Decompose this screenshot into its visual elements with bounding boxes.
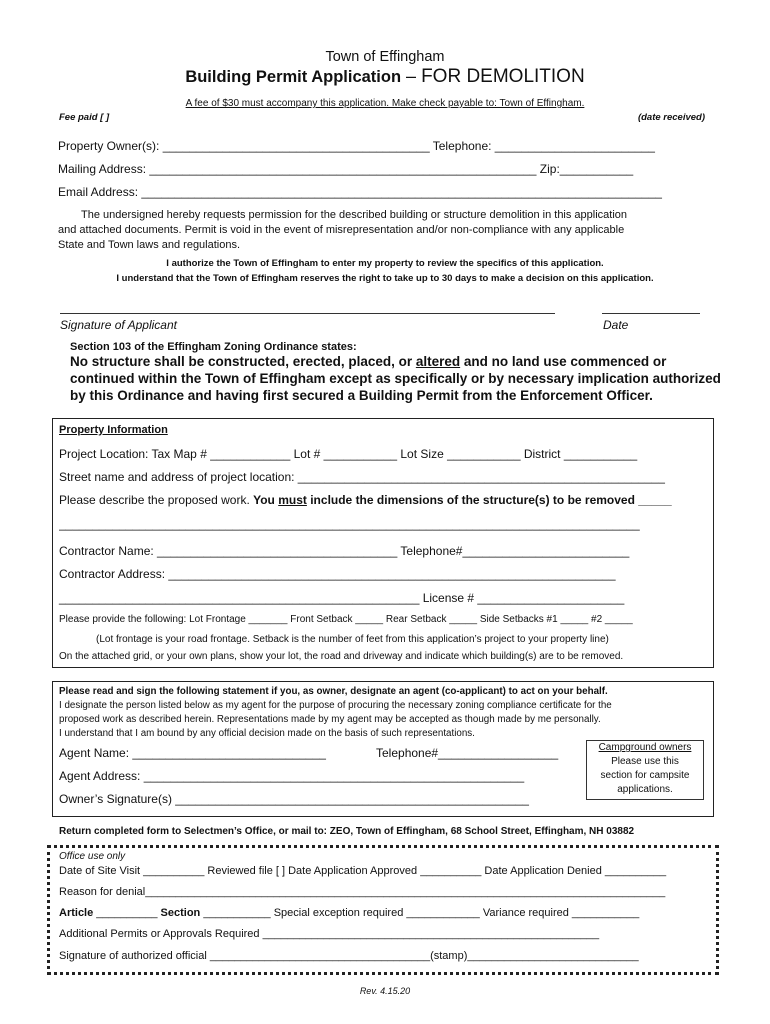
street-address-field[interactable]: Street name and address of project location: _______________________________________________________ [59, 470, 665, 484]
section-103-altered: altered [415, 354, 461, 369]
mailing-address-field[interactable]: Mailing Address: __________________________________________________________ Zip:___________ [58, 162, 634, 176]
official-signature-field[interactable]: Signature of authorized official ____________________________________(stamp)____________________________ [59, 950, 639, 962]
statement-line-1: The undersigned hereby requests permission for the described building or structure demolition in this application [81, 209, 628, 221]
form-title [0, 66, 770, 88]
revision-label: Rev. 4.15.20 [359, 986, 411, 996]
title-dash: – [401, 66, 422, 86]
applicant-signature-line[interactable] [60, 313, 555, 314]
property-owner-field[interactable]: Property Owner(s): ________________________________________ Telephone: ________________________ [58, 139, 655, 153]
describe-dimensions: include the dimensions of the structure(s) to be removed _____ [306, 493, 672, 507]
signature-label: Signature of Applicant [60, 318, 177, 332]
article-label: Article [59, 907, 94, 919]
license-field[interactable]: ______________________________________________________ License # ______________________ [59, 591, 625, 605]
town-name: Town of Effingham [325, 49, 445, 65]
agent-line-3: I understand that I am bound by any official decision made on the basis of such representations. [59, 728, 475, 739]
frontage-setbacks-field[interactable]: Please provide the following: Lot Frontage _______ Front Setback _____ Rear Setback _____ Side Setbacks #1 _____ #2 _____ [59, 614, 633, 625]
contractor-address-field[interactable]: Contractor Address: ___________________________________________________________________ [59, 567, 616, 581]
additional-permits-field[interactable]: Additional Permits or Approvals Required _______________________________________________________ [59, 928, 600, 940]
agent-heading: Please read and sign the following statement if you, as owner, designate an agent (co-applicant) to act on your behalf. [59, 686, 608, 697]
grid-note: On the attached grid, or your own plans, show your lot, the road and driveway and indicate which building(s) are to be removed. [59, 651, 624, 662]
article-blank: __________ [93, 907, 161, 919]
date-label: Date [603, 318, 629, 332]
fee-note: A fee of $30 must accompany this application. Make check payable to: Town of Effingham. [185, 98, 585, 109]
statement-line-2: and attached documents. Permit is void in the event of misrepresentation and/or non-compliance with any applicable [58, 224, 625, 236]
statement-line-3: State and Town laws and regulations. [58, 239, 241, 251]
campground-line-3: applications. [617, 784, 673, 795]
return-note: Return completed form to Selectmen’s Office, or mail to: ZEO, Town of Effingham, 68 School Street, Effingham, NH 03882 [59, 826, 635, 837]
fee-paid: Fee paid [ ] [59, 112, 110, 123]
describe-work-field[interactable] [59, 493, 672, 507]
describe-text: Please describe the proposed work. [59, 493, 254, 507]
tax-map-field[interactable]: Project Location: Tax Map # ____________ Lot # ___________ Lot Size ___________ District ___________ [59, 447, 638, 461]
article-section-field[interactable] [59, 907, 639, 919]
email-field[interactable]: Email Address: ______________________________________________________________________________ [58, 185, 662, 199]
section-103-line-1 [70, 354, 666, 369]
frontage-note: (Lot frontage is your road frontage. Setback is the number of feet from this application’s project to your property line) [96, 634, 609, 645]
agent-telephone-field[interactable]: Telephone#__________________ [376, 746, 559, 760]
campground-line-2: section for campsite [600, 770, 690, 781]
section-103-line-3: by this Ordinance and having first secured a Building Permit from the Enforcement Officer. [70, 388, 653, 403]
section-103-line-2: continued within the Town of Effingham except as specifically or by necessary implication authorized [70, 371, 721, 386]
section-label: Section [160, 907, 201, 919]
agent-address-field[interactable]: Agent Address: _________________________________________________________ [59, 769, 525, 783]
campground-title: Campground owners [598, 742, 692, 753]
date-received: (date received) [637, 112, 705, 123]
title-sub: FOR DEMOLITION [421, 66, 585, 87]
property-info-heading: Property Information [59, 424, 168, 436]
agent-line-1: I designate the person listed below as my agent for the purpose of procuring the necessary zoning compliance certificate for the [59, 700, 612, 711]
contractor-name-field[interactable]: Contractor Name: ____________________________________ Telephone#_________________________ [59, 544, 630, 558]
describe-you: You [253, 493, 279, 507]
agent-line-2: proposed work as described herein. Representations made by my agent may be accepted as though made by me personally. [59, 714, 601, 725]
site-visit-field[interactable]: Date of Site Visit __________ Reviewed file [ ] Date Application Approved __________ Date Application Denied __________ [59, 865, 667, 877]
office-use-label: Office use only [59, 851, 126, 862]
title-main: Building Permit Application [185, 68, 402, 86]
describe-work-blank-line[interactable]: _______________________________________________________________________________________ [59, 517, 640, 531]
section-103-text-end: and no land use commenced or [460, 354, 667, 369]
campground-line-1: Please use this [611, 756, 679, 767]
section-rest: ___________ Special exception required ____________ Variance required ___________ [200, 907, 640, 919]
authorize-statement: I authorize the Town of Effingham to enter my property to review the specifics of this application. [166, 258, 604, 269]
section-103-heading: Section 103 of the Effingham Zoning Ordinance states: [70, 341, 357, 353]
agent-name-field[interactable]: Agent Name: _____________________________ [59, 746, 326, 760]
describe-must: must [278, 493, 307, 507]
understand-statement: I understand that the Town of Effingham reserves the right to take up to 30 days to make a decision on this application. [116, 273, 654, 284]
section-103-text: No structure shall be constructed, erected, placed, or [70, 354, 416, 369]
denial-reason-field[interactable]: Reason for denial_____________________________________________________________________________________ [59, 886, 666, 898]
date-line[interactable] [602, 313, 700, 314]
owner-signature-field[interactable]: Owner’s Signature(s) _____________________________________________________ [59, 792, 529, 806]
